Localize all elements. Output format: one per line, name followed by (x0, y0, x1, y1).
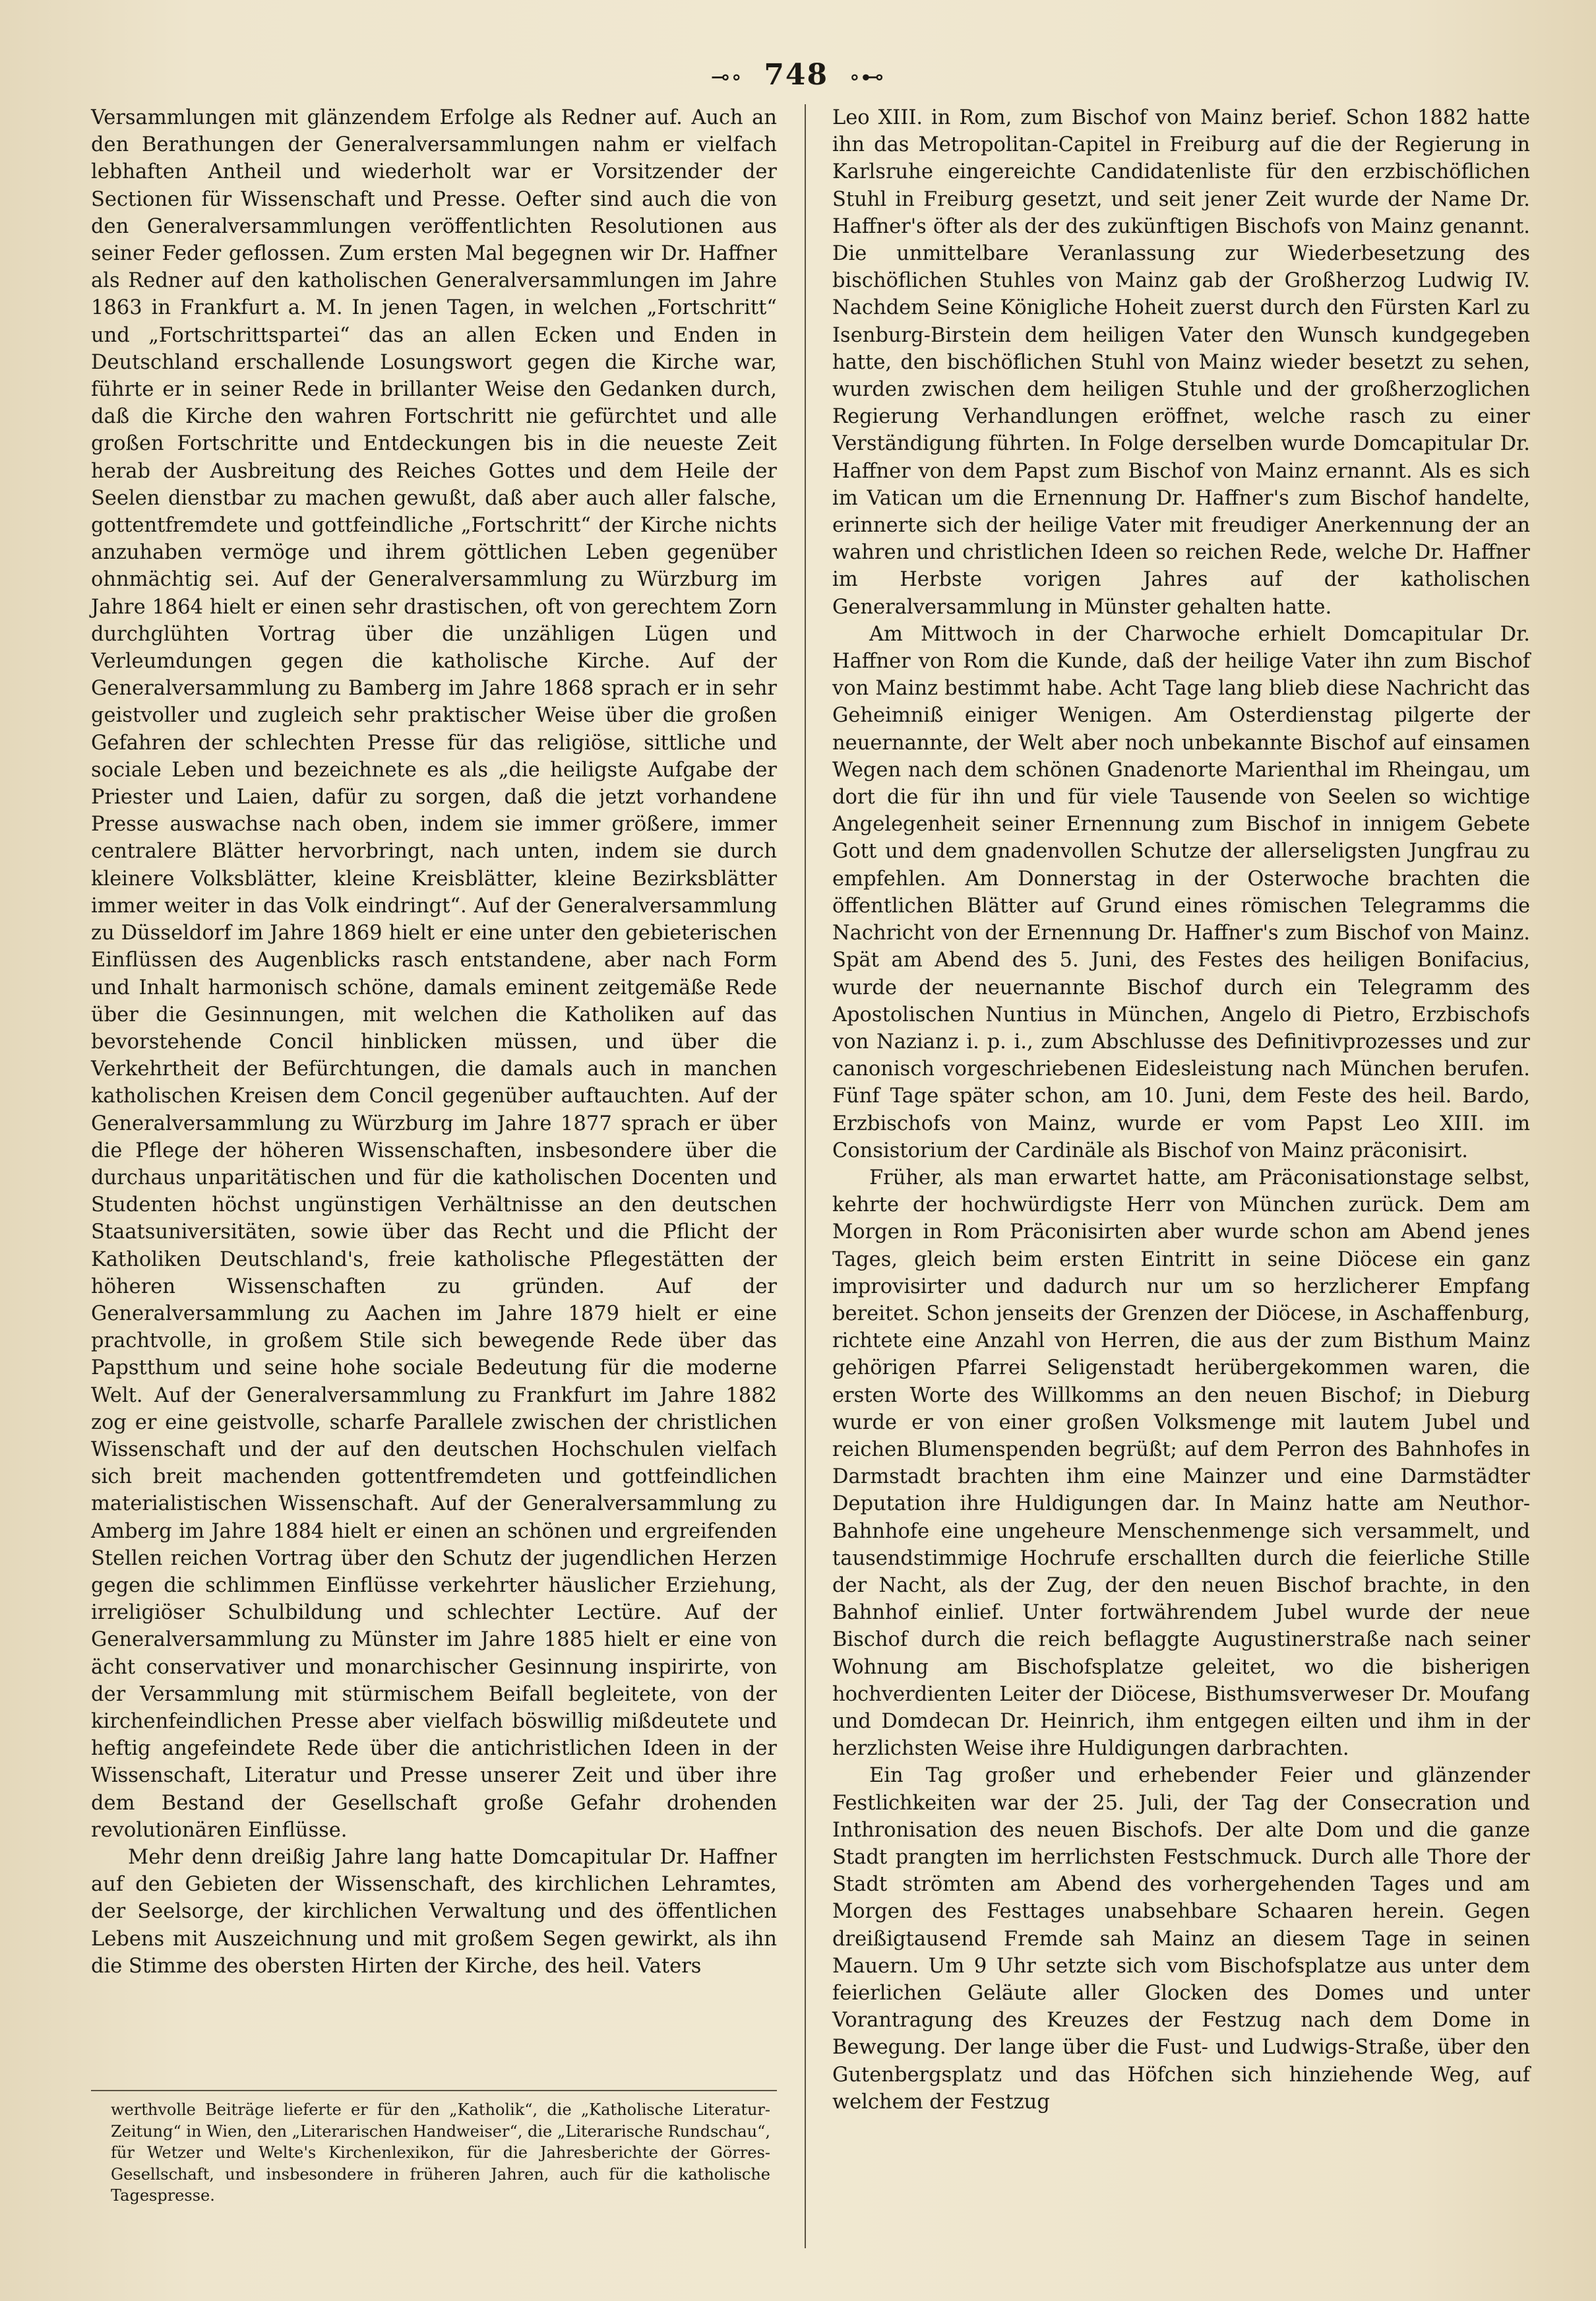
footnote: werthvolle Beiträge lieferte er für den „Katholik“, die „Katholische Literatur-Zeitung“ in Wien, den „Literarischen Handweiser“, die „Literarische Rundschau“, für Wetzer und Welte's Kirchenlexikon, für die Jahresberichte der Görres-Gesellschaft, und insbesondere in früheren Jahren, auch für die katholische Tagespresse. (111, 2100, 770, 2205)
column-divider (805, 104, 806, 2248)
right-column (832, 104, 1530, 2255)
left-paragraph-2: Mehr denn dreißig Jahre lang hatte Domcapitular Dr. Haffner auf den Gebieten der Wissenschaft, des kirchlichen Lehramtes, der Seelsorge, der kirchlichen Verwaltung und des öffentlichen Lebens mit Auszeichnung und mit großem Segen gewirkt, als ihn die Stimme des obersten Hirten der Kirche, des heil. Vaters (91, 1846, 777, 1978)
page-header (0, 58, 1596, 92)
footnote-divider (91, 2090, 777, 2091)
right-paragraph-4: Ein Tag großer und erhebender Feier und glänzender Festlichkeiten war der 25. Juli, der Tag der Consecration und Inthronisation des neuen Bischofs. Der alte Dom und die ganze Stadt prangten im herrlichsten Festschmuck. Durch alle Thore der Stadt strömten am Abend des vorhergehenden Tages und am Morgen des Festtages unabsehbare Schaaren herein. Gegen dreißigtausend Fremde sah Mainz an diesem Tage in seinen Mauern. Um 9 Uhr setzte sich vom Bischofsplatze aus unter dem feierlichen Geläute aller Glocken des Domes und unter Vorantragung des Kreuzes der Festzug nach dem Dome in Bewegung. Der lange über die Fust- und Ludwigs-Straße, über den Gutenbergsplatz und das Höfchen sich hinziehende Weg, auf welchem der Festzug (832, 1764, 1530, 2114)
right-paragraph-2: Am Mittwoch in der Charwoche erhielt Domcapitular Dr. Haffner von Rom die Kunde, daß der heilige Vater ihn zum Bischof von Mainz bestimmt habe. Acht Tage lang blieb diese Nachricht das Geheimniß einiger Wenigen. Am Osterdienstag pilgerte der neuernannte, der Welt aber noch unbekannte Bischof auf einsamen Wegen nach dem schönen Gnadenorte Marienthal im Rheingau, um dort die für ihn und für viele Tausende von Seelen so wichtige Angelegenheit seiner Ernennung zum Bischof in innigem Gebete Gott und dem gnadenvollen Schutze der allerseligsten Jungfrau zu empfehlen. Am Donnerstag in der Osterwoche brachten die öffentlichen Blätter auf Grund eines römischen Telegramms die Nachricht von der Ernennung Dr. Haffner's zum Bischof von Mainz. Spät am Abend des 5. Juni, des Festes des heiligen Bonifacius, wurde der neuernannte Bischof durch ein Telegramm des Apostolischen Nuntius in München, Angelo di Pietro, Erzbischofs von Nazianz i. p. i., zum Abschlusse des Definitivprozesses und zur canonisch vorgeschriebenen Eidesleistung nach München berufen. Fünf Tage später schon, am 10. Juni, dem Feste des heil. Bardo, Erzbischofs von Mainz, wurde er vom Papst Leo XIII. im Consistorium der Cardinäle als Bischof von Mainz präconisirt. (832, 622, 1530, 1162)
left-column (91, 104, 777, 2075)
ornament-left: ⊸∘ (710, 64, 743, 90)
ornament-right: ∘⊷ (849, 64, 886, 90)
page-number: 748 (764, 58, 829, 92)
right-paragraph-1: Leo XIII. in Rom, zum Bischof von Mainz berief. Schon 1882 hatte ihn das Metropolitan-Capitel in Freiburg auf die der Regierung in Karlsruhe eingereichte Candidatenliste für den erzbischöflichen Stuhl in Freiburg gesetzt, und seit jener Zeit wurde der Name Dr. Haffner's öfter als der des zukünftigen Bischofs von Mainz genannt. Die unmittelbare Veranlassung zur Wiederbesetzung des bischöflichen Stuhles von Mainz gab der Großherzog Ludwig IV. Nachdem Seine Königliche Hoheit zuerst durch den Fürsten Karl zu Isenburg-Birstein dem heiligen Vater den Wunsch kundgegeben hatte, den bischöflichen Stuhl von Mainz wieder besetzt zu sehen, wurden zwischen dem heiligen Stuhle und der großherzoglichen Regierung Verhandlungen eröffnet, welche rasch zu einer Verständigung führten. In Folge derselben wurde Domcapitular Dr. Haffner von dem Papst zum Bischof von Mainz ernannt. Als es sich im Vatican um die Ernennung Dr. Haffner's zum Bischof handelte, erinnerte sich der heilige Vater mit freudiger Anerkennung der an wahren und christlichen Ideen so reichen Rede, welche Dr. Haffner im Herbste vorigen Jahres auf der katholischen Generalversammlung in Münster gehalten hatte. (832, 106, 1530, 619)
right-paragraph-3: Früher, als man erwartet hatte, am Präconisationstage selbst, kehrte der hochwürdigste Herr von München zurück. Dem am Morgen in Rom Präconisirten aber wurde schon am Abend jenes Tages, gleich beim ersten Eintritt in seine Diöcese ein ganz improvisirter und dadurch nur um so herzlicherer Empfang bereitet. Schon jenseits der Grenzen der Diöcese, in Aschaffenburg, richtete eine Anzahl von Herren, die aus der zum Bisthum Mainz gehörigen Pfarrei Seligenstadt herübergekommen waren, die ersten Worte des Willkomms an den neuen Bischof; in Dieburg wurde er von einer großen Volksmenge mit lautem Jubel und reichen Blumenspenden begrüßt; auf dem Perron des Bahnhofes in Darmstadt brachten ihm eine Mainzer und eine Darmstädter Deputation ihre Huldigungen dar. In Mainz hatte am Neuthor-Bahnhofe eine ungeheure Menschenmenge sich versammelt, und tausendstimmige Hochrufe erschallten durch die feierliche Stille der Nacht, als der Zug, der den neuen Bischof brachte, in den Bahnhof einlief. Unter fortwährendem Jubel wurde der neue Bischof durch die reich beflaggte Augustinerstraße nach seiner Wohnung am Bischofsplatze geleitet, wo die bisherigen hochverdienten Leiter der Diöcese, Bisthumsverweser Dr. Moufang und Domdecan Dr. Heinrich, ihm entgegen eilten und ihm in der herzlichsten Weise ihre Huldigungen darbrachten. (832, 1166, 1530, 1761)
left-paragraph-1: Versammlungen mit glänzendem Erfolge als Redner auf. Auch an den Berathungen der Generalversammlungen nahm er vielfach lebhaften Antheil und wiederholt war er Vorsitzender der Sectionen für Wissenschaft und Presse. Oefter sind auch die von den Generalversammlungen veröffentlichten Resolutionen aus seiner Feder geflossen. Zum ersten Mal begegnen wir Dr. Haffner als Redner auf den katholischen Generalversammlungen im Jahre 1863 in Frankfurt a. M. In jenen Tagen, in welchen „Fortschritt“ und „Fortschrittspartei“ das an allen Ecken und Enden in Deutschland erschallende Losungswort gegen die Kirche war, führte er in seiner Rede in brillanter Weise den Gedanken durch, daß die Kirche den wahren Fortschritt nie gefürchtet und alle großen Fortschritte und Entdeckungen bis in die neueste Zeit herab der Ausbreitung des Reiches Gottes und dem Heile der Seelen dienstbar zu machen gewußt, daß aber auch aller falsche, gottentfremdete und gottfeindliche „Fortschritt“ der Kirche nichts anzuhaben vermöge und ihrem göttlichen Leben gegenüber ohnmächtig sei. Auf der Generalversammlung zu Würzburg im Jahre 1864 hielt er einen sehr drastischen, oft von gerechtem Zorn durchglühten Vortrag über die unzähligen Lügen und Verleumdungen gegen die katholische Kirche. Auf der Generalversammlung zu Bamberg im Jahre 1868 sprach er in sehr geistvoller und zugleich sehr praktischer Weise über die großen Gefahren der schlechten Presse für das religiöse, sittliche und sociale Leben und bezeichnete es als „die heiligste Aufgabe der Priester und Laien, dafür zu sorgen, daß die jetzt vorhandene Presse auswachse nach oben, indem sie immer größere, immer centralere Blätter hervorbringt, nach unten, indem sie durch kleinere Volksblätter, kleine Kreisblätter, kleine Bezirksblätter immer weiter in das Volk eindringt“. Auf der Generalversammlung zu Düsseldorf im Jahre 1869 hielt er eine unter den gebieterischen Einflüssen des Augenblicks rasch entstandene, aber nach Form und Inhalt harmonisch schöne, damals eminent zeitgemäße Rede über die Gesinnungen, mit welchen die Katholiken auf das bevorstehende Concil hinblicken müssen, und über die Verkehrtheit der Befürchtungen, die damals auch in manchen katholischen Kreisen dem Concil gegenüber auftauchten. Auf der Generalversammlung zu Würzburg im Jahre 1877 sprach er über die Pflege der höheren Wissenschaften, insbesondere über die durchaus unparitätischen und für die katholischen Docenten und Studenten höchst ungünstigen Verhältnisse an den deutschen Staatsuniversitäten, sowie über das Recht und die Pflicht der Katholiken Deutschland's, freie katholische Pflegestätten der höheren Wissenschaften zu gründen. Auf der Generalversammlung zu Aachen im Jahre 1879 hielt er eine prachtvolle, in großem Stile sich bewegende Rede über das Papstthum und seine hohe sociale Bedeutung für die moderne Welt. Auf der Generalversammlung zu Frankfurt im Jahre 1882 zog er eine geistvolle, scharfe Parallele zwischen der christlichen Wissenschaft und der auf den deutschen Hochschulen vielfach sich breit machenden gottentfremdeten und gottfeindlichen materialistischen Wissenschaft. Auf der Generalversammlung zu Amberg im Jahre 1884 hielt er einen an schönen und ergreifenden Stellen reichen Vortrag über den Schutz der jugendlichen Herzen gegen die schlimmen Einflüsse verkehrter häuslicher Erziehung, irreligiöser Schulbildung und schlechter Lectüre. Auf der Generalversammlung zu Münster im Jahre 1885 hielt er eine von ächt conservativer und monarchischer Gesinnung inspirirte, von der Versammlung mit stürmischem Beifall begleitete, von der kirchenfeindlichen Presse aber vielfach böswillig mißdeutete und heftig angefeindete Rede über die antichristlichen Ideen in der Wissenschaft, Literatur und Presse unserer Zeit und über ihre dem Bestand der Gesellschaft große Gefahr drohenden revolutionären Einflüsse. (91, 106, 777, 1842)
